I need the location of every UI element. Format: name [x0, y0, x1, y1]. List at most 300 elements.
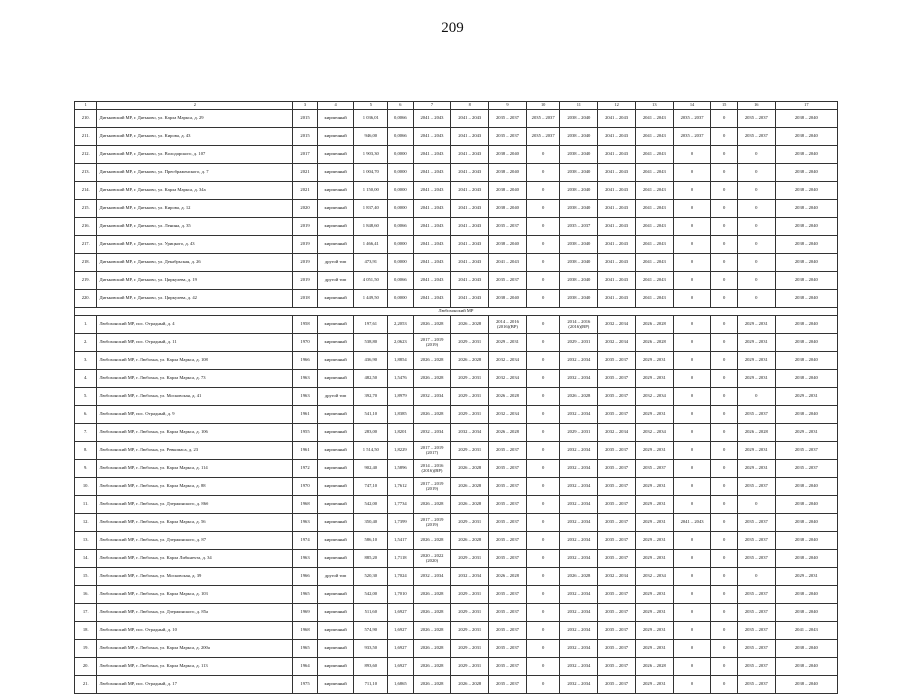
- table-cell: 2041 – 2043: [635, 200, 673, 218]
- table-cell: 2038 – 2040: [775, 514, 837, 532]
- table-cell: 0: [737, 236, 775, 254]
- table-cell: 0: [711, 550, 738, 568]
- table-cell: 2041 – 2043: [451, 110, 489, 128]
- table-cell: 2035 – 2037: [489, 532, 527, 550]
- table-cell: 19.: [75, 640, 97, 658]
- table-cell: 2032 – 2034: [560, 370, 598, 388]
- table-cell: 2038 – 2040: [775, 604, 837, 622]
- table-cell: Дятьковский МР, г. Дятьково, ул. Преображенского, д. 7: [97, 164, 293, 182]
- table-cell: 0: [711, 164, 738, 182]
- table-row: [75, 110, 838, 128]
- table-cell: 2038 – 2040: [560, 164, 598, 182]
- table-cell: 2017 – 2019 (2019): [413, 334, 451, 352]
- table-cell: 2041 – 2043: [673, 514, 711, 532]
- table-cell: 211.: [75, 128, 97, 146]
- table-cell: Дятьковский МР, г. Дятьково, ул. Урицкого, д. 43: [97, 236, 293, 254]
- table-cell: 2041 – 2043: [413, 200, 451, 218]
- table-cell: 2038 – 2040: [775, 406, 837, 424]
- table-cell: 219.: [75, 272, 97, 290]
- table-cell: 0: [526, 424, 560, 442]
- table-cell: 2035 – 2037: [598, 388, 636, 406]
- table-row: [75, 514, 838, 532]
- table-cell: 2029 – 2031: [451, 406, 489, 424]
- table-cell: 0: [673, 658, 711, 676]
- table-cell: 0: [673, 586, 711, 604]
- table-cell: 0: [711, 370, 738, 388]
- table-cell: 1 004,70: [354, 164, 388, 182]
- table-cell: 2035 – 2037: [489, 128, 527, 146]
- table-cell: 0,0000: [388, 182, 414, 200]
- table-cell: 2026 – 2028: [413, 604, 451, 622]
- table-cell: 2035 – 2037: [489, 658, 527, 676]
- table-cell: 5.: [75, 388, 97, 406]
- table-cell: 2038 – 2040: [775, 676, 837, 694]
- table-cell: 2032 – 2034: [560, 352, 598, 370]
- table-cell: 2026 – 2028: [413, 406, 451, 424]
- table-cell: 0: [711, 272, 738, 290]
- table-cell: 0: [673, 236, 711, 254]
- table-cell: 2038 – 2040: [775, 370, 837, 388]
- table-cell: 1963: [293, 388, 317, 406]
- table-cell: 2041 – 2043: [635, 128, 673, 146]
- table-row: [75, 442, 838, 460]
- table-cell: 0: [673, 496, 711, 514]
- table-cell: 0: [711, 568, 738, 586]
- table-cell: 2026 – 2028: [413, 658, 451, 676]
- table-cell: 0,0000: [388, 236, 414, 254]
- table-cell: 1,7010: [388, 586, 414, 604]
- table-cell: 2038 – 2040: [775, 218, 837, 236]
- column-number: 12: [598, 102, 636, 110]
- table-row: [75, 424, 838, 442]
- table-cell: 2038 – 2040: [560, 236, 598, 254]
- table-cell: 2035 – 2037: [673, 128, 711, 146]
- table-cell: 2026 – 2028: [737, 424, 775, 442]
- table-cell: 2026 – 2028: [413, 532, 451, 550]
- table-cell: 2041 – 2043: [413, 164, 451, 182]
- table-row: [75, 658, 838, 676]
- table-cell: 2041 – 2043: [598, 218, 636, 236]
- table-cell: кирпичный: [317, 236, 354, 254]
- table-cell: 0: [737, 568, 775, 586]
- table-cell: 2041 – 2043: [413, 182, 451, 200]
- table-cell: кирпичный: [317, 128, 354, 146]
- table-cell: 2038 – 2040: [775, 352, 837, 370]
- table-cell: 0: [526, 370, 560, 388]
- table-cell: 0: [711, 236, 738, 254]
- table-cell: 2029 – 2031: [451, 622, 489, 640]
- table-cell: 1969: [293, 604, 317, 622]
- table-cell: 1,6927: [388, 640, 414, 658]
- table-cell: 0: [673, 568, 711, 586]
- table-cell: 1 848,60: [354, 218, 388, 236]
- section-label: Любохонский МР: [75, 308, 838, 316]
- table-cell: 2032 – 2034: [560, 478, 598, 496]
- table-cell: 14.: [75, 550, 97, 568]
- table-cell: 1,6927: [388, 658, 414, 676]
- table-cell: 2035 – 2037: [489, 640, 527, 658]
- table-cell: 2041 – 2043: [598, 254, 636, 272]
- table-cell: 2029 – 2031: [451, 658, 489, 676]
- table-cell: 197,61: [354, 316, 388, 334]
- table-cell: кирпичный: [317, 146, 354, 164]
- table-cell: Дятьковский МР, г. Дятьково, ул. Кирова, д. 12: [97, 200, 293, 218]
- table-row: [75, 370, 838, 388]
- column-number: 11: [560, 102, 598, 110]
- table-cell: 2038 – 2040: [775, 128, 837, 146]
- table-cell: Любохонский МР, пос. Отрадный, д. 4: [97, 316, 293, 334]
- table-cell: 2026 – 2028: [489, 568, 527, 586]
- table-cell: другой тип: [317, 568, 354, 586]
- table-cell: 2029 – 2031: [737, 334, 775, 352]
- table-cell: 2035 – 2037: [775, 442, 837, 460]
- table-cell: 0,0000: [388, 200, 414, 218]
- table-cell: 2041 – 2043: [598, 146, 636, 164]
- table-cell: кирпичный: [317, 110, 354, 128]
- table-cell: 2035 – 2037: [598, 622, 636, 640]
- table-cell: 2035 – 2037: [598, 550, 636, 568]
- table-cell: 2041 – 2043: [598, 182, 636, 200]
- table-row: [75, 290, 838, 308]
- table-cell: 2.: [75, 334, 97, 352]
- table-cell: кирпичный: [317, 218, 354, 236]
- table-cell: 2029 – 2031: [775, 568, 837, 586]
- table-cell: 2035 – 2037: [737, 550, 775, 568]
- column-number: 13: [635, 102, 673, 110]
- table-cell: 574,90: [354, 622, 388, 640]
- table-cell: 2041 – 2043: [598, 128, 636, 146]
- table-cell: 0: [737, 164, 775, 182]
- table-cell: 13.: [75, 532, 97, 550]
- table-cell: 0: [711, 532, 738, 550]
- table-row: [75, 676, 838, 694]
- table-cell: 0: [673, 478, 711, 496]
- table-cell: 2029 – 2031: [451, 334, 489, 352]
- table-cell: 0: [711, 442, 738, 460]
- column-number: 15: [711, 102, 738, 110]
- table-cell: 2026 – 2028: [413, 496, 451, 514]
- table-cell: 2041 – 2043: [413, 128, 451, 146]
- table-cell: 2035 – 2037: [598, 442, 636, 460]
- table-cell: 2026 – 2028: [451, 316, 489, 334]
- table-cell: 0: [711, 182, 738, 200]
- column-number: 1: [75, 102, 97, 110]
- table-cell: 0: [673, 316, 711, 334]
- table-cell: 2032 – 2034: [489, 370, 527, 388]
- table-cell: 11.: [75, 496, 97, 514]
- table-cell: кирпичный: [317, 334, 354, 352]
- table-row: [75, 128, 838, 146]
- table-cell: кирпичный: [317, 622, 354, 640]
- table-cell: 2035 – 2037: [598, 604, 636, 622]
- table-row: [75, 640, 838, 658]
- table-cell: 0: [673, 370, 711, 388]
- table-cell: 1,6927: [388, 604, 414, 622]
- table-cell: 1974: [293, 532, 317, 550]
- column-number: 6: [388, 102, 414, 110]
- table-cell: 0: [673, 352, 711, 370]
- table-cell: 0: [737, 388, 775, 406]
- table-cell: 7.: [75, 424, 97, 442]
- table-cell: 0,0066: [388, 218, 414, 236]
- table-cell: 1,8201: [388, 424, 414, 442]
- table-cell: Любохонский МР, пос. Отрадный, д. 17: [97, 676, 293, 694]
- table-cell: 2041 – 2043: [635, 272, 673, 290]
- table-cell: 2019: [293, 236, 317, 254]
- table-cell: Любохонский МР, г. Любохна, ул. Карла Маркса, д. 56: [97, 514, 293, 532]
- table-cell: 2026 – 2028: [560, 568, 598, 586]
- table-cell: 2026 – 2028: [451, 532, 489, 550]
- table-cell: 2041 – 2043: [451, 290, 489, 308]
- table-cell: 2026 – 2028: [635, 658, 673, 676]
- table-cell: 2026 – 2028: [413, 316, 451, 334]
- table-cell: 2029 – 2031: [489, 334, 527, 352]
- table-cell: 1966: [293, 568, 317, 586]
- table-cell: 0: [673, 146, 711, 164]
- table-cell: 2041 – 2043: [598, 164, 636, 182]
- table-cell: 1970: [293, 478, 317, 496]
- table-cell: 1968: [293, 496, 317, 514]
- table-cell: 2029 – 2031: [635, 352, 673, 370]
- table-cell: 0: [711, 586, 738, 604]
- table-row: [75, 334, 838, 352]
- table-cell: другой тип: [317, 254, 354, 272]
- table-cell: 0: [526, 352, 560, 370]
- table-cell: 2038 – 2040: [775, 478, 837, 496]
- table-cell: 1975: [293, 676, 317, 694]
- table-cell: 1958: [293, 316, 317, 334]
- table-cell: Любохонский МР, г. Любохна, ул. Карла Маркса, д. 103: [97, 586, 293, 604]
- table-cell: 542,00: [354, 496, 388, 514]
- table-cell: 893,60: [354, 658, 388, 676]
- table-cell: 542,00: [354, 586, 388, 604]
- table-cell: 0: [711, 290, 738, 308]
- table-cell: 16.: [75, 586, 97, 604]
- table-cell: 2021: [293, 164, 317, 182]
- table-cell: 885,20: [354, 550, 388, 568]
- table-cell: 2032 – 2034: [413, 568, 451, 586]
- table-cell: 2014 – 2016 (2016)(ВР): [413, 460, 451, 478]
- table-row: [75, 496, 838, 514]
- table-cell: 541,10: [354, 406, 388, 424]
- table-cell: 0: [711, 622, 738, 640]
- table-cell: Любохонский МР, г. Любохна, ул. Дзержинского, д. 86б: [97, 496, 293, 514]
- table-cell: 12.: [75, 514, 97, 532]
- table-cell: 2026 – 2028: [560, 388, 598, 406]
- table-cell: 2029 – 2031: [451, 442, 489, 460]
- table-cell: 1972: [293, 460, 317, 478]
- table-cell: 2038 – 2040: [775, 254, 837, 272]
- table-cell: 2035 – 2037: [737, 604, 775, 622]
- table-cell: 2032 – 2034: [560, 496, 598, 514]
- table-cell: 2029 – 2031: [451, 586, 489, 604]
- table-cell: 933,50: [354, 640, 388, 658]
- table-cell: 2021: [293, 182, 317, 200]
- table-cell: 2041 – 2043: [598, 200, 636, 218]
- table-cell: кирпичный: [317, 182, 354, 200]
- table-cell: 392,70: [354, 388, 388, 406]
- table-row: [75, 254, 838, 272]
- table-cell: 0: [526, 388, 560, 406]
- table-cell: Дятьковский МР, г. Дятьково, ул. Карла Маркса, д. 34а: [97, 182, 293, 200]
- table-cell: кирпичный: [317, 676, 354, 694]
- table-cell: 215.: [75, 200, 97, 218]
- table-cell: 1,5896: [388, 460, 414, 478]
- table-cell: 2041 – 2043: [635, 146, 673, 164]
- table-cell: 2041 – 2043: [451, 236, 489, 254]
- table-cell: 2015: [293, 128, 317, 146]
- table-cell: 1964: [293, 658, 317, 676]
- table-cell: 2032 – 2034: [560, 622, 598, 640]
- table-cell: 2035 – 2037: [526, 110, 560, 128]
- table-cell: 0: [737, 290, 775, 308]
- housing-repair-table: [74, 101, 838, 694]
- table-cell: 2017: [293, 146, 317, 164]
- table-cell: 2041 – 2043: [413, 272, 451, 290]
- table-cell: 210.: [75, 110, 97, 128]
- table-cell: 0: [711, 658, 738, 676]
- table-cell: 2032 – 2034: [560, 640, 598, 658]
- table-cell: 1961: [293, 406, 317, 424]
- table-row: [75, 622, 838, 640]
- table-cell: 0: [711, 460, 738, 478]
- table-cell: 0: [711, 640, 738, 658]
- table-cell: 2035 – 2037: [737, 532, 775, 550]
- table-cell: 2038 – 2040: [560, 200, 598, 218]
- table-cell: 2026 – 2028: [451, 478, 489, 496]
- section-header-row: [75, 308, 838, 316]
- table-cell: 0: [526, 658, 560, 676]
- table-cell: 1965: [293, 640, 317, 658]
- table-cell: 2026 – 2028: [635, 316, 673, 334]
- table-cell: 2032 – 2034: [560, 658, 598, 676]
- table-cell: 1 150,00: [354, 182, 388, 200]
- table-cell: 218.: [75, 254, 97, 272]
- table-cell: 2019: [293, 254, 317, 272]
- table-cell: 2038 – 2040: [775, 164, 837, 182]
- table-cell: 538,80: [354, 334, 388, 352]
- table-cell: кирпичный: [317, 290, 354, 308]
- table-cell: 2041 – 2043: [413, 290, 451, 308]
- table-cell: 2026 – 2028: [635, 334, 673, 352]
- table-cell: 2041 – 2043: [451, 218, 489, 236]
- table-cell: Любохонский МР, г. Любохна, ул. Карла Маркса, д. 113: [97, 658, 293, 676]
- table-cell: 2029 – 2031: [775, 424, 837, 442]
- table-cell: 2035 – 2037: [489, 442, 527, 460]
- table-cell: 0: [526, 586, 560, 604]
- table-cell: 2035 – 2037: [489, 622, 527, 640]
- table-cell: кирпичный: [317, 658, 354, 676]
- table-cell: 2020: [293, 200, 317, 218]
- table-cell: 2035 – 2037: [489, 550, 527, 568]
- table-cell: 711,10: [354, 676, 388, 694]
- table-cell: 2035 – 2037: [489, 604, 527, 622]
- table-cell: кирпичный: [317, 550, 354, 568]
- table-row: [75, 406, 838, 424]
- table-cell: 2029 – 2031: [451, 514, 489, 532]
- table-cell: 2035 – 2037: [737, 640, 775, 658]
- table-cell: 0: [711, 478, 738, 496]
- table-row: [75, 316, 838, 334]
- table-cell: 0,0000: [388, 254, 414, 272]
- table-row: [75, 388, 838, 406]
- table-cell: 2041 – 2043: [598, 290, 636, 308]
- table-cell: Любохонский МР, г. Любохна, ул. Дзержинского, д. 87: [97, 532, 293, 550]
- table-cell: 0: [673, 254, 711, 272]
- table-cell: 2029 – 2031: [451, 388, 489, 406]
- table-cell: 2035 – 2037: [737, 406, 775, 424]
- table-row: [75, 236, 838, 254]
- table-cell: 2029 – 2031: [635, 442, 673, 460]
- table-cell: 2038 – 2040: [775, 496, 837, 514]
- column-number-row: [75, 102, 838, 110]
- table-cell: 2029 – 2031: [635, 406, 673, 424]
- table-cell: 2017 – 2019 (2019): [413, 478, 451, 496]
- table-cell: 2035 – 2037: [598, 658, 636, 676]
- table-cell: 1 903,30: [354, 146, 388, 164]
- table-cell: 0: [526, 164, 560, 182]
- table-cell: 0: [737, 146, 775, 164]
- table-cell: 2035 – 2037: [598, 496, 636, 514]
- table-cell: Дятьковский МР, г. Дятьково, ул. Декабрьская, д. 26: [97, 254, 293, 272]
- table-cell: 2017 – 2019 (2019): [413, 514, 451, 532]
- table-cell: Дятьковский МР, г. Дятьково, ул. Циркулева, д. 19: [97, 272, 293, 290]
- table-cell: 2026 – 2028: [451, 496, 489, 514]
- table-cell: Любохонский МР, г. Любохна, ул. Карла Маркса, д. 200а: [97, 640, 293, 658]
- table-cell: 2041 – 2043: [451, 254, 489, 272]
- column-number: 7: [413, 102, 451, 110]
- table-cell: 0: [711, 146, 738, 164]
- table-cell: 1,8854: [388, 352, 414, 370]
- table-cell: 0: [673, 200, 711, 218]
- table-cell: 1,5417: [388, 532, 414, 550]
- table-cell: 2029 – 2031: [737, 460, 775, 478]
- table-cell: 2026 – 2028: [451, 676, 489, 694]
- table-cell: 2041 – 2043: [413, 146, 451, 164]
- table-cell: 2035 – 2037: [737, 110, 775, 128]
- table-cell: 2041 – 2043: [598, 110, 636, 128]
- table-cell: 0: [711, 254, 738, 272]
- table-cell: 2026 – 2028: [451, 352, 489, 370]
- table-cell: 2038 – 2040: [489, 236, 527, 254]
- table-cell: 2035 – 2037: [737, 658, 775, 676]
- table-cell: кирпичный: [317, 406, 354, 424]
- table-cell: 2029 – 2031: [635, 550, 673, 568]
- table-cell: 2035 – 2037: [489, 460, 527, 478]
- table-cell: 2038 – 2040: [775, 316, 837, 334]
- table-cell: 2032 – 2034: [560, 406, 598, 424]
- table-cell: 1,8979: [388, 388, 414, 406]
- table-cell: 0: [526, 236, 560, 254]
- table-cell: 2017 – 2019 (2017): [413, 442, 451, 460]
- table-cell: кирпичный: [317, 478, 354, 496]
- table-cell: 2035 – 2037: [489, 218, 527, 236]
- table-cell: 283,00: [354, 424, 388, 442]
- table-cell: 2026 – 2028: [413, 352, 451, 370]
- table-cell: 2035 – 2037: [598, 640, 636, 658]
- table-cell: 0: [673, 406, 711, 424]
- table-cell: 2038 – 2040: [775, 640, 837, 658]
- table-cell: 4.: [75, 370, 97, 388]
- table-cell: 0: [711, 334, 738, 352]
- table-cell: 20.: [75, 658, 97, 676]
- table-cell: 0: [526, 442, 560, 460]
- table-cell: 2041 – 2043: [451, 200, 489, 218]
- table-cell: 946,00: [354, 128, 388, 146]
- table-cell: 15.: [75, 568, 97, 586]
- table-cell: 0: [526, 604, 560, 622]
- table-cell: 2035 – 2037: [737, 514, 775, 532]
